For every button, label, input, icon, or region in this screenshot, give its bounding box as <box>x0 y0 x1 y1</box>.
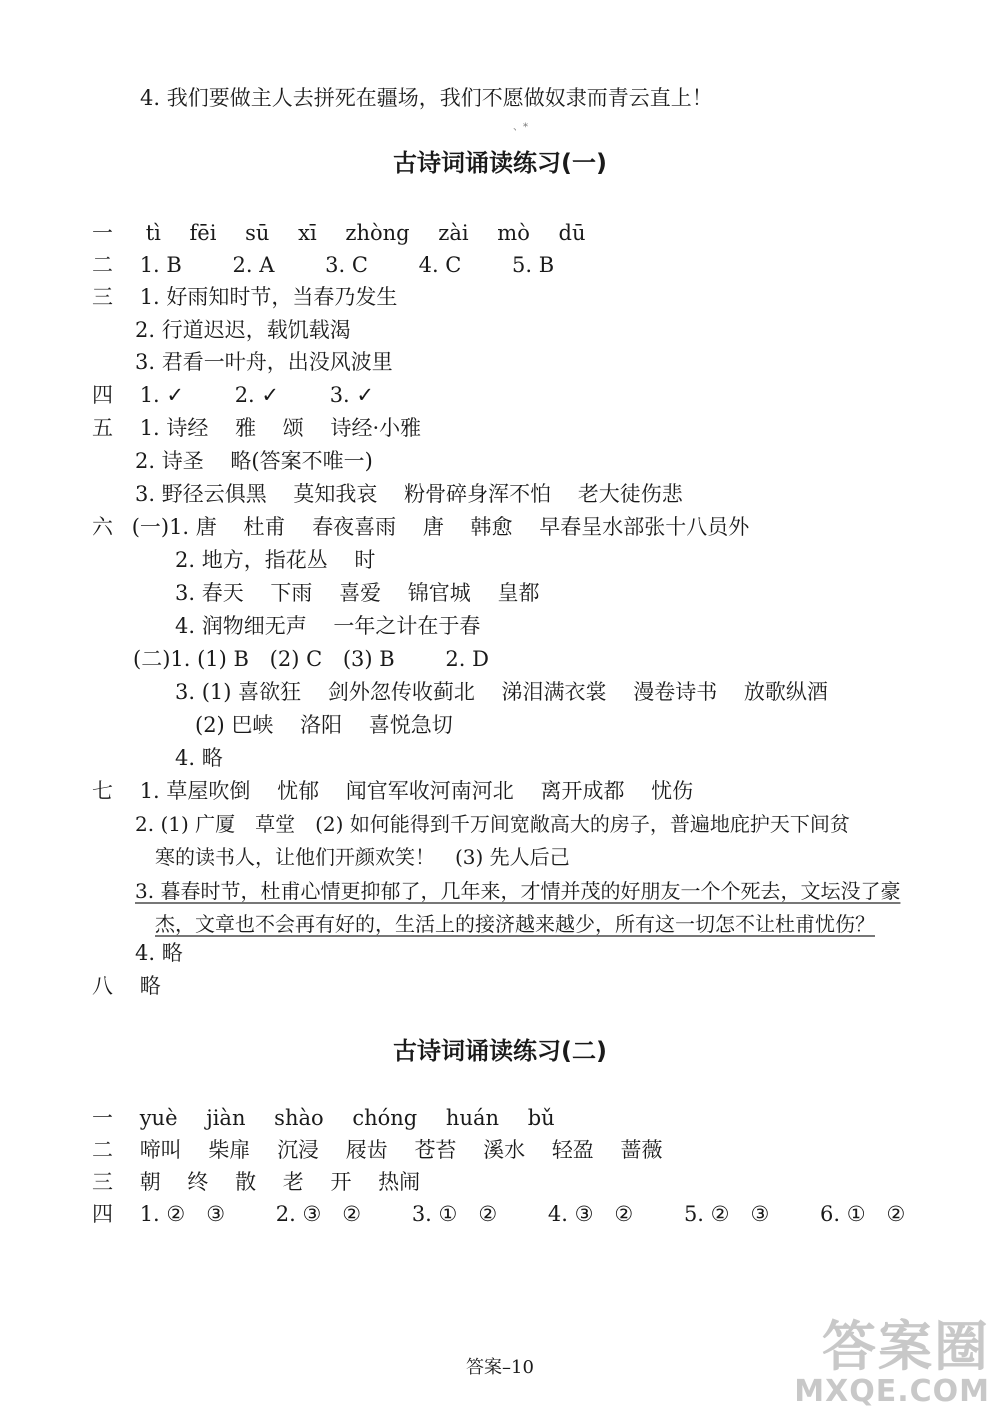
answer-item: 1. 草屋吹倒 <box>139 779 251 803</box>
answer-item: 散 <box>235 1170 257 1194</box>
q-label: 二 <box>92 1138 113 1162</box>
answer-item: 春夜喜雨 <box>312 515 397 539</box>
section-title-2: 古诗词诵读练习(二) <box>393 1037 607 1065</box>
s2-q3-row <box>92 1167 420 1197</box>
answer-item: 1. 诗经 <box>139 416 209 440</box>
s1-q6-p2-line4: 4. 略 <box>175 746 223 770</box>
answer-item: 热闹 <box>378 1170 421 1194</box>
s1-q6-p1-line4 <box>175 611 480 641</box>
answer-line-top: 4. 我们要做主人去拼死在疆场，我们不愿做奴隶而青云直上！ <box>140 86 713 110</box>
q-label: 三 <box>92 1170 113 1194</box>
answer-item: 颂 <box>282 416 304 440</box>
answer-item: 1. B <box>139 253 182 277</box>
answer-item: 老 <box>282 1170 304 1194</box>
answer-item: 剑外忽传收蓟北 <box>327 680 475 704</box>
q-label: 五 <box>92 416 113 440</box>
watermark <box>794 1315 990 1409</box>
answer-item: 喜爱 <box>339 581 382 605</box>
answer-item: 终 <box>187 1170 209 1194</box>
pinyin-item: fēi <box>189 221 217 245</box>
answer-item: 洛阳 <box>300 713 343 737</box>
answer-item: 早春呈水部张十八员外 <box>539 515 750 539</box>
answer-item: 3. 春天 <box>175 581 244 605</box>
pinyin-item: chóng <box>352 1106 418 1130</box>
answer-item: (2) 巴峡 <box>195 713 274 737</box>
answer-text: 略 <box>139 974 161 998</box>
answer-item: 3. 野径云俱黑 <box>135 482 267 506</box>
answer-item: 莫知我哀 <box>293 482 378 506</box>
s1-q2-row <box>92 250 554 280</box>
answer-text: 1. 好雨知时节，当春乃发生 <box>139 285 398 309</box>
answer-item: 3. ① ② <box>411 1202 498 1226</box>
s1-q7-line3b: 杰，文章也不会再有好的，生活上的接济越来越少，所有这一切怎不让杜甫忧伤？ <box>155 912 875 936</box>
pinyin-item: tì <box>145 221 161 245</box>
s1-q7-line4: 4. 略 <box>135 941 183 965</box>
s1-q7-line3a: 3. 暮春时节，杜甫心情更抑郁了，几年来，才情并茂的好朋友一个个死去，文坛没了豪 <box>135 879 901 903</box>
s2-q1-row <box>92 1103 577 1133</box>
pinyin-item: bǔ <box>527 1106 555 1130</box>
answer-item: 漫卷诗书 <box>633 680 718 704</box>
s1-q6-p1-line2 <box>175 545 375 575</box>
q-label: 八 <box>92 974 113 998</box>
s2-q4-row <box>92 1199 905 1229</box>
answer-item: 喜悦急切 <box>368 713 453 737</box>
q-label: 三 <box>92 285 113 309</box>
answer-item: 溪水 <box>483 1138 526 1162</box>
pinyin-item: dū <box>558 221 586 245</box>
answer-item: 忧伤 <box>651 779 694 803</box>
answer-item: 下雨 <box>270 581 313 605</box>
s1-q6-p1-line1 <box>92 512 749 542</box>
answer-item: 锦官城 <box>407 581 471 605</box>
answer-item: 3. C <box>325 253 368 277</box>
answer-item: 杜甫 <box>243 515 286 539</box>
answer-item: 柴扉 <box>208 1138 251 1162</box>
q-label: 四 <box>92 1202 113 1226</box>
q-label: 一 <box>92 1106 113 1130</box>
answer-item: 离开成都 <box>540 779 625 803</box>
answer-item: 闻官军收河南河北 <box>345 779 514 803</box>
answer-item: 皇都 <box>497 581 540 605</box>
answer-item: 2. 诗圣 <box>135 449 204 473</box>
answer-item: 朝 <box>139 1170 161 1194</box>
pinyin-item: jiàn <box>206 1106 246 1130</box>
answer-item: 粉骨碎身浑不怕 <box>404 482 552 506</box>
answer-item: 唐 <box>422 515 444 539</box>
s1-q4-row <box>92 380 374 410</box>
s1-q6-p1-line3 <box>175 578 539 608</box>
s1-q7-line1 <box>92 776 693 806</box>
s1-q6-p2-line1 <box>133 644 489 674</box>
q-label: 一 <box>92 221 113 245</box>
pinyin-item: yuè <box>139 1106 178 1130</box>
stray-mark: 、* <box>513 122 528 133</box>
pinyin-item: xī <box>298 221 317 245</box>
s1-q5-line2 <box>135 446 373 476</box>
answer-item: 2. A <box>232 253 275 277</box>
q-label: 二 <box>92 253 113 277</box>
answer-item: (3) B <box>342 647 395 671</box>
answer-item: 2. 地方，指花丛 <box>175 548 328 572</box>
answer-item: 开 <box>330 1170 352 1194</box>
s1-q3-line2: 2. 行道迟迟，载饥载渴 <box>135 318 351 342</box>
answer-item: 1. ✓ <box>139 383 184 407</box>
answer-item: 5. ② ③ <box>683 1202 770 1226</box>
answer-item: 2. ③ ② <box>275 1202 362 1226</box>
watermark-url: MXQE.COM <box>794 1374 990 1409</box>
answer-item: 沉浸 <box>277 1138 320 1162</box>
s1-q7-line2b: 寒的读书人，让他们开颜欢笑！ (3) 先人后己 <box>155 845 570 869</box>
s1-q6-p2-line3b <box>195 710 453 740</box>
s1-q3-line1 <box>92 282 397 312</box>
answer-item: (2) C <box>269 647 323 671</box>
s1-q5-line3 <box>135 479 683 509</box>
answer-item: 韩愈 <box>470 515 513 539</box>
pinyin-item: sū <box>245 221 270 245</box>
q-label: 六 <box>92 515 113 539</box>
pinyin-item: zài <box>438 221 469 245</box>
page-footer: 答案–10 <box>466 1357 534 1378</box>
answer-item: 时 <box>354 548 376 572</box>
answer-item: (二)1. (1) B <box>133 647 249 671</box>
watermark-logo: 答案圈 <box>822 1315 990 1378</box>
pinyin-item: shào <box>274 1106 324 1130</box>
s1-q6-p2-line3 <box>175 677 828 707</box>
s1-q8-row <box>92 971 161 1001</box>
s1-q3-line3: 3. 君看一叶舟，出没风波里 <box>135 350 393 374</box>
answer-item: 5. B <box>512 253 555 277</box>
pinyin-item: huán <box>445 1106 500 1130</box>
answer-item: 老大徒伤悲 <box>577 482 683 506</box>
answer-item: 屐齿 <box>345 1138 388 1162</box>
answer-item: 雅 <box>235 416 257 440</box>
answer-item: 蔷薇 <box>620 1138 663 1162</box>
answer-item: 3. ✓ <box>329 383 374 407</box>
pinyin-item: mò <box>497 221 530 245</box>
answer-item: 6. ① ② <box>820 1202 906 1226</box>
answer-item: 忧郁 <box>277 779 320 803</box>
answer-item: 4. ③ ② <box>547 1202 634 1226</box>
answer-item: (一)1. 唐 <box>131 515 217 539</box>
answer-item: 涕泪满衣裳 <box>501 680 607 704</box>
answer-item: 轻盈 <box>551 1138 594 1162</box>
answer-item: 诗经·小雅 <box>330 416 422 440</box>
s1-q7-line2a: 2. (1) 广厦 草堂 (2) 如何能得到千万间宽敞高大的房子，普遍地庇护天下间贫 <box>135 812 850 836</box>
answer-item: 一年之计在于春 <box>333 614 481 638</box>
answer-item: 2. ✓ <box>234 383 279 407</box>
s2-q2-row <box>92 1135 663 1165</box>
answer-item: 1. ② ③ <box>139 1202 226 1226</box>
s1-q5-line1 <box>92 413 421 443</box>
answer-item: 2. D <box>445 647 489 671</box>
answer-item: 略(答案不唯一) <box>230 449 373 473</box>
answer-item: 4. C <box>418 253 462 277</box>
q-label: 七 <box>92 779 113 803</box>
answer-item: 3. (1) 喜欲狂 <box>175 680 302 704</box>
answer-item: 苍苔 <box>414 1138 457 1162</box>
section-title-1: 古诗词诵读练习(一) <box>393 149 607 177</box>
s1-q1-row <box>92 218 608 248</box>
q-label: 四 <box>92 383 113 407</box>
answer-item: 4. 润物细无声 <box>175 614 307 638</box>
answer-item: 放歌纵酒 <box>743 680 828 704</box>
answer-item: 啼叫 <box>139 1138 182 1162</box>
pinyin-item: zhòng <box>345 221 410 245</box>
